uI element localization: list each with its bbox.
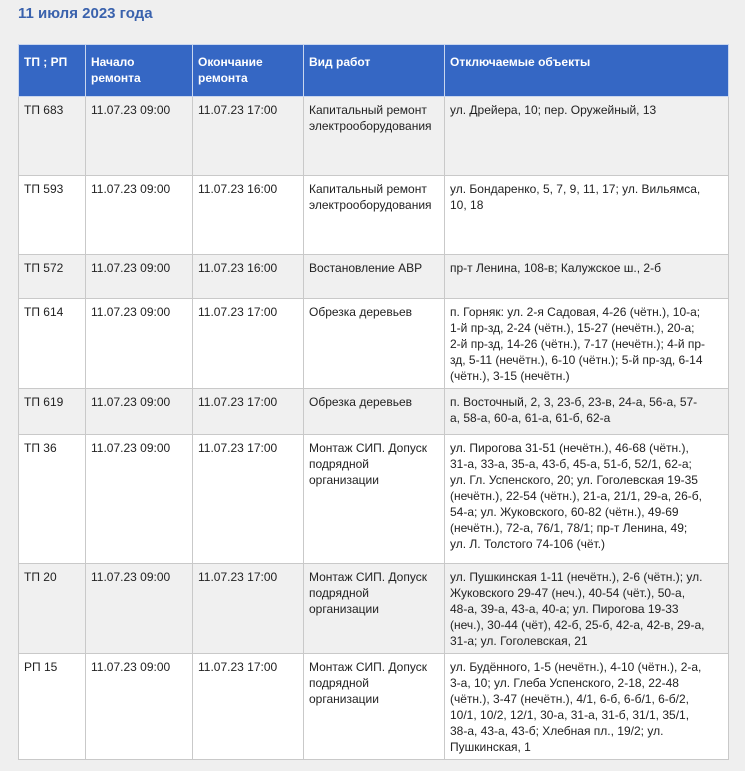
cell-start: 11.07.23 09:00 bbox=[86, 654, 193, 760]
table-header-row bbox=[19, 45, 729, 97]
cell-start: 11.07.23 09:00 bbox=[86, 564, 193, 654]
cell-work-type: Востановление АВР bbox=[304, 255, 445, 299]
cell-objects: пр-т Ленина, 108-в; Калужское ш., 2-б bbox=[445, 255, 729, 299]
table-row bbox=[19, 654, 729, 760]
cell-work-type: Капитальный ремонт электрооборудования bbox=[304, 97, 445, 176]
cell-end: 11.07.23 16:00 bbox=[193, 176, 304, 255]
cell-end: 11.07.23 17:00 bbox=[193, 435, 304, 564]
outage-table bbox=[18, 44, 729, 760]
cell-objects: ул. Бондаренко, 5, 7, 9, 11, 17; ул. Вильямса, 10, 18 bbox=[445, 176, 729, 255]
header-start: Начало ремонта bbox=[86, 45, 193, 97]
table-row bbox=[19, 389, 729, 435]
header-work-type: Вид работ bbox=[304, 45, 445, 97]
cell-objects: ул. Дрейера, 10; пер. Оружейный, 13 bbox=[445, 97, 729, 176]
cell-work-type: Капитальный ремонт электрооборудования bbox=[304, 176, 445, 255]
table-row bbox=[19, 299, 729, 389]
cell-work-type: Монтаж СИП. Допуск подрядной организации bbox=[304, 435, 445, 564]
cell-start: 11.07.23 09:00 bbox=[86, 435, 193, 564]
cell-start: 11.07.23 09:00 bbox=[86, 389, 193, 435]
cell-objects: п. Горняк: ул. 2-я Садовая, 4-26 (чётн.), 10-а; 1-й пр-зд, 2-24 (чётн.), 15-27 (нечётн.), 20-а; 2-й пр-зд, 14-26 (чётн.), 7-17 (нечётн.); 4-й пр- зд, 5-11 (нечётн.), 6-10 (чётн.); 5-й пр-зд, 6-14 (чётн.), 3-15 (нечётн.) bbox=[445, 299, 729, 389]
cell-objects: ул. Пушкинская 1-11 (нечётн.), 2-6 (чётн.); ул. Жуковского 29-47 (неч.), 40-54 (чёт.), 50-а, 48-а, 39-а, 43-а, 40-а; ул. Пирогова 19-33 (неч.), 30-44 (чёт), 42-б, 25-б, 42-а, 42-в, 29-а, 31-а; ул. Гоголевская, 21 bbox=[445, 564, 729, 654]
cell-end: 11.07.23 17:00 bbox=[193, 389, 304, 435]
header-objects: Отключаемые объекты bbox=[445, 45, 729, 97]
cell-end: 11.07.23 17:00 bbox=[193, 97, 304, 176]
cell-start: 11.07.23 09:00 bbox=[86, 97, 193, 176]
cell-station: ТП 619 bbox=[19, 389, 86, 435]
table-row bbox=[19, 435, 729, 564]
cell-station: РП 15 bbox=[19, 654, 86, 760]
cell-end: 11.07.23 17:00 bbox=[193, 564, 304, 654]
table-row bbox=[19, 564, 729, 654]
cell-work-type: Монтаж СИП. Допуск подрядной организации bbox=[304, 564, 445, 654]
cell-station: ТП 683 bbox=[19, 97, 86, 176]
cell-objects: ул. Будённого, 1-5 (нечётн.), 4-10 (чётн.), 2-а, 3-а, 10; ул. Глеба Успенского, 2-18, 22-48 (чётн.), 3-47 (нечётн.), 4/1, 6-б, 6-б/1, 6-б/2, 10/1, 10/2, 12/1, 30-а, 31-а, 31-б, 31/1, 35/1, 38-а, 43-а, 43-б; Хлебная пл., 19/2; ул. Пушкинская, 1 bbox=[445, 654, 729, 760]
cell-work-type: Обрезка деревьев bbox=[304, 299, 445, 389]
table-row bbox=[19, 255, 729, 299]
cell-station: ТП 20 bbox=[19, 564, 86, 654]
header-end: Окончание ремонта bbox=[193, 45, 304, 97]
cell-objects: п. Восточный, 2, 3, 23-б, 23-в, 24-а, 56-а, 57- а, 58-а, 60-а, 61-а, 61-б, 62-а bbox=[445, 389, 729, 435]
cell-start: 11.07.23 09:00 bbox=[86, 255, 193, 299]
cell-start: 11.07.23 09:00 bbox=[86, 176, 193, 255]
cell-work-type: Монтаж СИП. Допуск подрядной организации bbox=[304, 654, 445, 760]
cell-end: 11.07.23 17:00 bbox=[193, 654, 304, 760]
page-title: 11 июля 2023 года bbox=[18, 5, 153, 22]
cell-station: ТП 572 bbox=[19, 255, 86, 299]
cell-station: ТП 36 bbox=[19, 435, 86, 564]
cell-station: ТП 593 bbox=[19, 176, 86, 255]
table-row bbox=[19, 97, 729, 176]
cell-end: 11.07.23 17:00 bbox=[193, 299, 304, 389]
cell-end: 11.07.23 16:00 bbox=[193, 255, 304, 299]
cell-start: 11.07.23 09:00 bbox=[86, 299, 193, 389]
cell-work-type: Обрезка деревьев bbox=[304, 389, 445, 435]
cell-objects: ул. Пирогова 31-51 (нечётн.), 46-68 (чётн.), 31-а, 33-а, 35-а, 43-б, 45-а, 51-б, 52/1, 62-а; ул. Гл. Успенского, 20; ул. Гоголевская 19-35 (нечётн.), 22-54 (чётн.), 21-а, 21/1, 29-а, 26-б, 54-а; ул. Жуковского, 60-82 (чётн.), 49-69 (нечётн.), 72-а, 76/1, 78/1; пр-т Ленина, 49; ул. Л. Толстого 74-106 (чёт.) bbox=[445, 435, 729, 564]
table-row bbox=[19, 176, 729, 255]
cell-station: ТП 614 bbox=[19, 299, 86, 389]
header-station: ТП ; РП bbox=[19, 45, 86, 97]
